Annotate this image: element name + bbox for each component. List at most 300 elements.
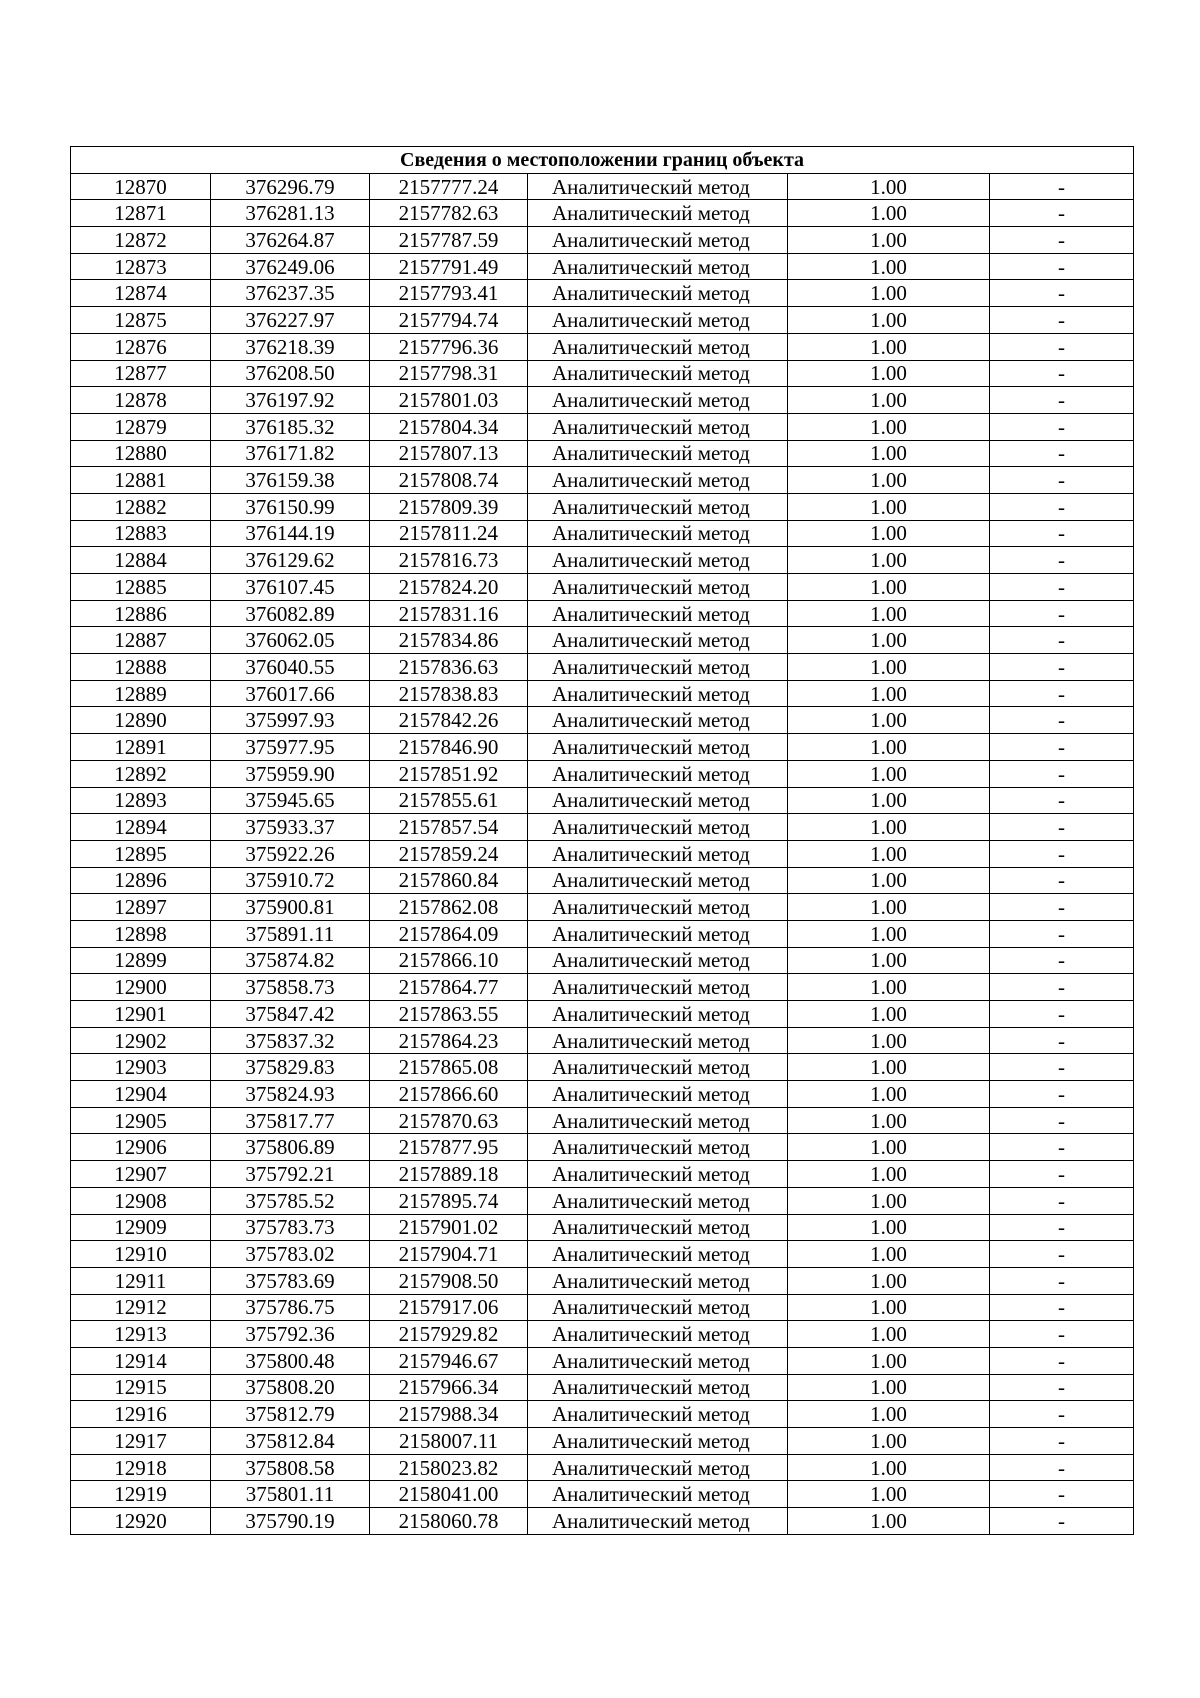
method-cell: Аналитический метод [528, 413, 788, 440]
y-coordinate-cell: 2157846.90 [370, 734, 528, 761]
point-number-cell: 12871 [71, 200, 211, 227]
table-row [71, 920, 1134, 947]
table-title: Сведения о местоположении границ объекта [71, 147, 1134, 174]
method-cell: Аналитический метод [528, 654, 788, 681]
description-cell: - [990, 1001, 1134, 1028]
point-number-cell: 12878 [71, 387, 211, 414]
x-coordinate-cell: 376218.39 [211, 333, 370, 360]
table-row [71, 894, 1134, 921]
accuracy-cell: 1.00 [788, 1054, 990, 1081]
table-row [71, 787, 1134, 814]
accuracy-cell: 1.00 [788, 1428, 990, 1455]
description-cell: - [990, 1321, 1134, 1348]
y-coordinate-cell: 2157842.26 [370, 707, 528, 734]
accuracy-cell: 1.00 [788, 1081, 990, 1108]
method-cell: Аналитический метод [528, 1214, 788, 1241]
method-cell: Аналитический метод [528, 1001, 788, 1028]
method-cell: Аналитический метод [528, 333, 788, 360]
description-cell: - [990, 360, 1134, 387]
x-coordinate-cell: 376249.06 [211, 253, 370, 280]
table-row [71, 1187, 1134, 1214]
method-cell: Аналитический метод [528, 520, 788, 547]
x-coordinate-cell: 376171.82 [211, 440, 370, 467]
description-cell: - [990, 680, 1134, 707]
table-row [71, 1001, 1134, 1028]
y-coordinate-cell: 2157889.18 [370, 1161, 528, 1188]
table-row [71, 760, 1134, 787]
table-row [71, 1428, 1134, 1455]
method-cell: Аналитический метод [528, 387, 788, 414]
description-cell: - [990, 1054, 1134, 1081]
accuracy-cell: 1.00 [788, 440, 990, 467]
x-coordinate-cell: 375806.89 [211, 1134, 370, 1161]
point-number-cell: 12920 [71, 1508, 211, 1535]
method-cell: Аналитический метод [528, 1081, 788, 1108]
point-number-cell: 12908 [71, 1187, 211, 1214]
method-cell: Аналитический метод [528, 600, 788, 627]
description-cell: - [990, 307, 1134, 334]
accuracy-cell: 1.00 [788, 574, 990, 601]
x-coordinate-cell: 375922.26 [211, 840, 370, 867]
table-row [71, 1481, 1134, 1508]
y-coordinate-cell: 2157857.54 [370, 814, 528, 841]
y-coordinate-cell: 2157794.74 [370, 307, 528, 334]
method-cell: Аналитический метод [528, 814, 788, 841]
point-number-cell: 12904 [71, 1081, 211, 1108]
table-row [71, 307, 1134, 334]
x-coordinate-cell: 376107.45 [211, 574, 370, 601]
point-number-cell: 12897 [71, 894, 211, 921]
y-coordinate-cell: 2158060.78 [370, 1508, 528, 1535]
method-cell: Аналитический метод [528, 1107, 788, 1134]
accuracy-cell: 1.00 [788, 787, 990, 814]
description-cell: - [990, 1508, 1134, 1535]
accuracy-cell: 1.00 [788, 894, 990, 921]
accuracy-cell: 1.00 [788, 1401, 990, 1428]
x-coordinate-cell: 375997.93 [211, 707, 370, 734]
y-coordinate-cell: 2157862.08 [370, 894, 528, 921]
accuracy-cell: 1.00 [788, 1267, 990, 1294]
table-row [71, 734, 1134, 761]
x-coordinate-cell: 376017.66 [211, 680, 370, 707]
table-row [71, 627, 1134, 654]
method-cell: Аналитический метод [528, 574, 788, 601]
x-coordinate-cell: 375874.82 [211, 947, 370, 974]
accuracy-cell: 1.00 [788, 760, 990, 787]
accuracy-cell: 1.00 [788, 1214, 990, 1241]
x-coordinate-cell: 375959.90 [211, 760, 370, 787]
description-cell: - [990, 1401, 1134, 1428]
x-coordinate-cell: 376197.92 [211, 387, 370, 414]
y-coordinate-cell: 2157804.34 [370, 413, 528, 440]
method-cell: Аналитический метод [528, 707, 788, 734]
point-number-cell: 12882 [71, 493, 211, 520]
method-cell: Аналитический метод [528, 253, 788, 280]
method-cell: Аналитический метод [528, 1027, 788, 1054]
point-number-cell: 12911 [71, 1267, 211, 1294]
table-row [71, 547, 1134, 574]
accuracy-cell: 1.00 [788, 1508, 990, 1535]
point-number-cell: 12902 [71, 1027, 211, 1054]
point-number-cell: 12890 [71, 707, 211, 734]
y-coordinate-cell: 2157816.73 [370, 547, 528, 574]
point-number-cell: 12910 [71, 1241, 211, 1268]
description-cell: - [990, 1267, 1134, 1294]
x-coordinate-cell: 376237.35 [211, 280, 370, 307]
method-cell: Аналитический метод [528, 1054, 788, 1081]
description-cell: - [990, 440, 1134, 467]
description-cell: - [990, 1134, 1134, 1161]
description-cell: - [990, 734, 1134, 761]
y-coordinate-cell: 2158023.82 [370, 1454, 528, 1481]
point-number-cell: 12888 [71, 654, 211, 681]
point-number-cell: 12894 [71, 814, 211, 841]
y-coordinate-cell: 2157824.20 [370, 574, 528, 601]
accuracy-cell: 1.00 [788, 1161, 990, 1188]
accuracy-cell: 1.00 [788, 1294, 990, 1321]
table-row [71, 1294, 1134, 1321]
x-coordinate-cell: 375790.19 [211, 1508, 370, 1535]
description-cell: - [990, 840, 1134, 867]
point-number-cell: 12883 [71, 520, 211, 547]
y-coordinate-cell: 2157793.41 [370, 280, 528, 307]
point-number-cell: 12875 [71, 307, 211, 334]
x-coordinate-cell: 375808.20 [211, 1374, 370, 1401]
table-row [71, 574, 1134, 601]
x-coordinate-cell: 376040.55 [211, 654, 370, 681]
point-number-cell: 12893 [71, 787, 211, 814]
accuracy-cell: 1.00 [788, 520, 990, 547]
description-cell: - [990, 280, 1134, 307]
y-coordinate-cell: 2157917.06 [370, 1294, 528, 1321]
x-coordinate-cell: 376159.38 [211, 467, 370, 494]
method-cell: Аналитический метод [528, 787, 788, 814]
point-number-cell: 12907 [71, 1161, 211, 1188]
point-number-cell: 12918 [71, 1454, 211, 1481]
y-coordinate-cell: 2157807.13 [370, 440, 528, 467]
description-cell: - [990, 1347, 1134, 1374]
x-coordinate-cell: 375792.21 [211, 1161, 370, 1188]
y-coordinate-cell: 2157855.61 [370, 787, 528, 814]
x-coordinate-cell: 375812.84 [211, 1428, 370, 1455]
x-coordinate-cell: 375847.42 [211, 1001, 370, 1028]
table-row [71, 440, 1134, 467]
y-coordinate-cell: 2157836.63 [370, 654, 528, 681]
x-coordinate-cell: 375858.73 [211, 974, 370, 1001]
accuracy-cell: 1.00 [788, 814, 990, 841]
table-row [71, 974, 1134, 1001]
y-coordinate-cell: 2158041.00 [370, 1481, 528, 1508]
table-row [71, 707, 1134, 734]
point-number-cell: 12872 [71, 227, 211, 254]
table-row [71, 1401, 1134, 1428]
accuracy-cell: 1.00 [788, 413, 990, 440]
table-row [71, 1508, 1134, 1535]
y-coordinate-cell: 2157864.77 [370, 974, 528, 1001]
point-number-cell: 12889 [71, 680, 211, 707]
accuracy-cell: 1.00 [788, 280, 990, 307]
method-cell: Аналитический метод [528, 840, 788, 867]
y-coordinate-cell: 2157782.63 [370, 200, 528, 227]
accuracy-cell: 1.00 [788, 1001, 990, 1028]
y-coordinate-cell: 2157863.55 [370, 1001, 528, 1028]
point-number-cell: 12912 [71, 1294, 211, 1321]
y-coordinate-cell: 2157787.59 [370, 227, 528, 254]
accuracy-cell: 1.00 [788, 493, 990, 520]
description-cell: - [990, 974, 1134, 1001]
description-cell: - [990, 333, 1134, 360]
y-coordinate-cell: 2157877.95 [370, 1134, 528, 1161]
description-cell: - [990, 1481, 1134, 1508]
x-coordinate-cell: 375808.58 [211, 1454, 370, 1481]
x-coordinate-cell: 375783.02 [211, 1241, 370, 1268]
accuracy-cell: 1.00 [788, 360, 990, 387]
table-row [71, 1107, 1134, 1134]
x-coordinate-cell: 376185.32 [211, 413, 370, 440]
accuracy-cell: 1.00 [788, 1374, 990, 1401]
table-row [71, 333, 1134, 360]
table-row [71, 1374, 1134, 1401]
point-number-cell: 12900 [71, 974, 211, 1001]
table-row [71, 253, 1134, 280]
point-number-cell: 12885 [71, 574, 211, 601]
x-coordinate-cell: 376296.79 [211, 173, 370, 200]
y-coordinate-cell: 2157864.09 [370, 920, 528, 947]
accuracy-cell: 1.00 [788, 680, 990, 707]
description-cell: - [990, 387, 1134, 414]
accuracy-cell: 1.00 [788, 1321, 990, 1348]
y-coordinate-cell: 2157834.86 [370, 627, 528, 654]
point-number-cell: 12916 [71, 1401, 211, 1428]
description-cell: - [990, 253, 1134, 280]
description-cell: - [990, 493, 1134, 520]
description-cell: - [990, 1241, 1134, 1268]
point-number-cell: 12881 [71, 467, 211, 494]
point-number-cell: 12919 [71, 1481, 211, 1508]
method-cell: Аналитический метод [528, 734, 788, 761]
method-cell: Аналитический метод [528, 760, 788, 787]
y-coordinate-cell: 2157966.34 [370, 1374, 528, 1401]
y-coordinate-cell: 2157870.63 [370, 1107, 528, 1134]
y-coordinate-cell: 2157777.24 [370, 173, 528, 200]
description-cell: - [990, 1027, 1134, 1054]
accuracy-cell: 1.00 [788, 387, 990, 414]
x-coordinate-cell: 375933.37 [211, 814, 370, 841]
method-cell: Аналитический метод [528, 173, 788, 200]
x-coordinate-cell: 375783.69 [211, 1267, 370, 1294]
point-number-cell: 12877 [71, 360, 211, 387]
method-cell: Аналитический метод [528, 974, 788, 1001]
description-cell: - [990, 600, 1134, 627]
accuracy-cell: 1.00 [788, 467, 990, 494]
method-cell: Аналитический метод [528, 1161, 788, 1188]
accuracy-cell: 1.00 [788, 227, 990, 254]
method-cell: Аналитический метод [528, 360, 788, 387]
accuracy-cell: 1.00 [788, 734, 990, 761]
point-number-cell: 12870 [71, 173, 211, 200]
description-cell: - [990, 1428, 1134, 1455]
table-body [71, 173, 1134, 1534]
y-coordinate-cell: 2157796.36 [370, 333, 528, 360]
accuracy-cell: 1.00 [788, 1134, 990, 1161]
description-cell: - [990, 227, 1134, 254]
description-cell: - [990, 814, 1134, 841]
x-coordinate-cell: 375785.52 [211, 1187, 370, 1214]
table-row [71, 1081, 1134, 1108]
description-cell: - [990, 920, 1134, 947]
accuracy-cell: 1.00 [788, 600, 990, 627]
y-coordinate-cell: 2157808.74 [370, 467, 528, 494]
method-cell: Аналитический метод [528, 200, 788, 227]
accuracy-cell: 1.00 [788, 200, 990, 227]
x-coordinate-cell: 375891.11 [211, 920, 370, 947]
method-cell: Аналитический метод [528, 280, 788, 307]
method-cell: Аналитический метод [528, 1241, 788, 1268]
x-coordinate-cell: 376082.89 [211, 600, 370, 627]
table-row [71, 1241, 1134, 1268]
x-coordinate-cell: 375900.81 [211, 894, 370, 921]
method-cell: Аналитический метод [528, 467, 788, 494]
table-row [71, 1161, 1134, 1188]
method-cell: Аналитический метод [528, 1374, 788, 1401]
description-cell: - [990, 467, 1134, 494]
x-coordinate-cell: 376281.13 [211, 200, 370, 227]
description-cell: - [990, 1081, 1134, 1108]
accuracy-cell: 1.00 [788, 654, 990, 681]
description-cell: - [990, 574, 1134, 601]
table-row [71, 1321, 1134, 1348]
method-cell: Аналитический метод [528, 947, 788, 974]
accuracy-cell: 1.00 [788, 707, 990, 734]
x-coordinate-cell: 375812.79 [211, 1401, 370, 1428]
method-cell: Аналитический метод [528, 227, 788, 254]
table-row [71, 413, 1134, 440]
accuracy-cell: 1.00 [788, 920, 990, 947]
point-number-cell: 12913 [71, 1321, 211, 1348]
x-coordinate-cell: 375829.83 [211, 1054, 370, 1081]
method-cell: Аналитический метод [528, 1267, 788, 1294]
table-row [71, 360, 1134, 387]
y-coordinate-cell: 2157798.31 [370, 360, 528, 387]
point-number-cell: 12914 [71, 1347, 211, 1374]
method-cell: Аналитический метод [528, 920, 788, 947]
point-number-cell: 12905 [71, 1107, 211, 1134]
accuracy-cell: 1.00 [788, 547, 990, 574]
x-coordinate-cell: 375977.95 [211, 734, 370, 761]
description-cell: - [990, 1374, 1134, 1401]
description-cell: - [990, 1454, 1134, 1481]
y-coordinate-cell: 2157860.84 [370, 867, 528, 894]
point-number-cell: 12892 [71, 760, 211, 787]
method-cell: Аналитический метод [528, 547, 788, 574]
point-number-cell: 12874 [71, 280, 211, 307]
accuracy-cell: 1.00 [788, 627, 990, 654]
table-row [71, 654, 1134, 681]
table-row [71, 814, 1134, 841]
accuracy-cell: 1.00 [788, 1027, 990, 1054]
method-cell: Аналитический метод [528, 680, 788, 707]
description-cell: - [990, 1294, 1134, 1321]
description-cell: - [990, 1187, 1134, 1214]
table-row [71, 600, 1134, 627]
y-coordinate-cell: 2157866.60 [370, 1081, 528, 1108]
y-coordinate-cell: 2157801.03 [370, 387, 528, 414]
accuracy-cell: 1.00 [788, 307, 990, 334]
table-row [71, 1267, 1134, 1294]
x-coordinate-cell: 376062.05 [211, 627, 370, 654]
point-number-cell: 12886 [71, 600, 211, 627]
table-row [71, 387, 1134, 414]
point-number-cell: 12903 [71, 1054, 211, 1081]
description-cell: - [990, 760, 1134, 787]
x-coordinate-cell: 375786.75 [211, 1294, 370, 1321]
table-row [71, 1347, 1134, 1374]
point-number-cell: 12887 [71, 627, 211, 654]
accuracy-cell: 1.00 [788, 333, 990, 360]
point-number-cell: 12876 [71, 333, 211, 360]
accuracy-cell: 1.00 [788, 253, 990, 280]
point-number-cell: 12879 [71, 413, 211, 440]
x-coordinate-cell: 375783.73 [211, 1214, 370, 1241]
table-row [71, 1027, 1134, 1054]
table-row [71, 493, 1134, 520]
accuracy-cell: 1.00 [788, 1481, 990, 1508]
y-coordinate-cell: 2157791.49 [370, 253, 528, 280]
point-number-cell: 12891 [71, 734, 211, 761]
method-cell: Аналитический метод [528, 307, 788, 334]
point-number-cell: 12909 [71, 1214, 211, 1241]
y-coordinate-cell: 2157811.24 [370, 520, 528, 547]
point-number-cell: 12896 [71, 867, 211, 894]
description-cell: - [990, 547, 1134, 574]
accuracy-cell: 1.00 [788, 947, 990, 974]
accuracy-cell: 1.00 [788, 1107, 990, 1134]
point-number-cell: 12901 [71, 1001, 211, 1028]
method-cell: Аналитический метод [528, 867, 788, 894]
y-coordinate-cell: 2157908.50 [370, 1267, 528, 1294]
method-cell: Аналитический метод [528, 1347, 788, 1374]
point-number-cell: 12895 [71, 840, 211, 867]
x-coordinate-cell: 375910.72 [211, 867, 370, 894]
y-coordinate-cell: 2157851.92 [370, 760, 528, 787]
method-cell: Аналитический метод [528, 627, 788, 654]
description-cell: - [990, 200, 1134, 227]
table-row [71, 200, 1134, 227]
description-cell: - [990, 520, 1134, 547]
boundary-coordinates-table [70, 146, 1134, 1535]
x-coordinate-cell: 376129.62 [211, 547, 370, 574]
description-cell: - [990, 867, 1134, 894]
accuracy-cell: 1.00 [788, 1241, 990, 1268]
y-coordinate-cell: 2157946.67 [370, 1347, 528, 1374]
accuracy-cell: 1.00 [788, 173, 990, 200]
method-cell: Аналитический метод [528, 1134, 788, 1161]
x-coordinate-cell: 375824.93 [211, 1081, 370, 1108]
table-row [71, 867, 1134, 894]
method-cell: Аналитический метод [528, 1454, 788, 1481]
point-number-cell: 12880 [71, 440, 211, 467]
method-cell: Аналитический метод [528, 1294, 788, 1321]
x-coordinate-cell: 375837.32 [211, 1027, 370, 1054]
description-cell: - [990, 413, 1134, 440]
point-number-cell: 12898 [71, 920, 211, 947]
description-cell: - [990, 1214, 1134, 1241]
accuracy-cell: 1.00 [788, 840, 990, 867]
x-coordinate-cell: 375945.65 [211, 787, 370, 814]
description-cell: - [990, 654, 1134, 681]
method-cell: Аналитический метод [528, 1401, 788, 1428]
method-cell: Аналитический метод [528, 1508, 788, 1535]
